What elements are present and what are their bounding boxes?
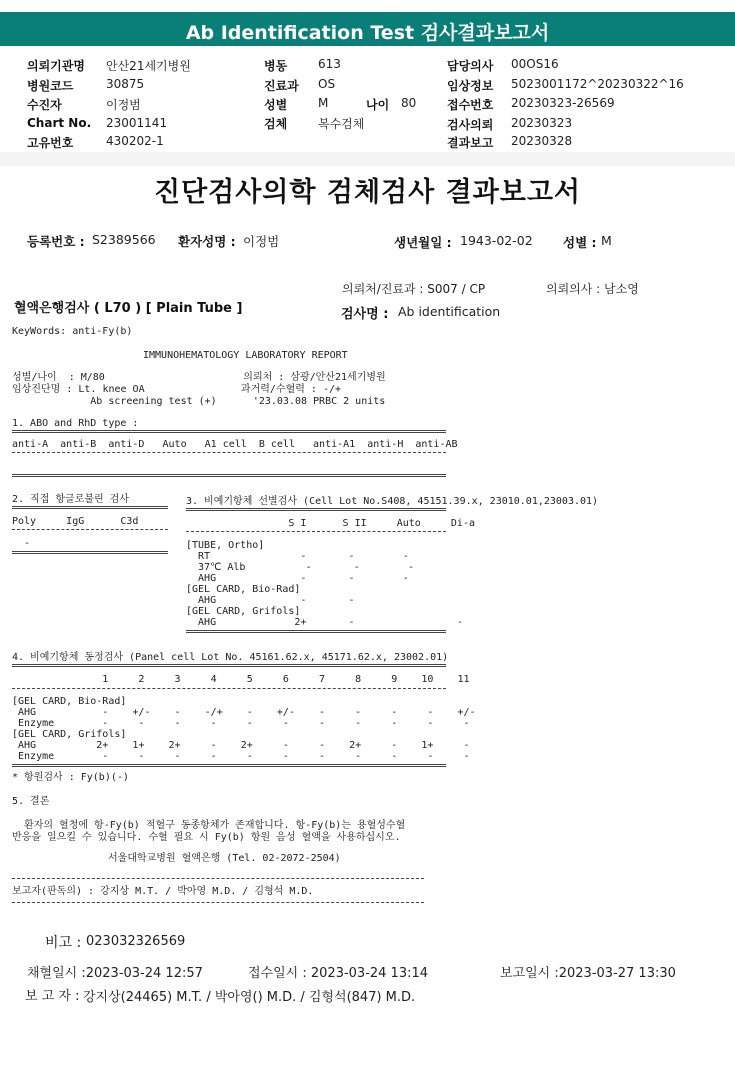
referring-doctor: 의뢰의사 : 남소영 — [546, 282, 639, 296]
hdr-label-report-date: 결과보고 — [447, 136, 494, 150]
conclusion-line-2: 반응을 일으킬 수 있습니다. 수혈 필요 시 Fy(b) 항원 음성 혈액을 사용하십시오. — [12, 832, 401, 843]
rule — [186, 531, 446, 532]
hdr-label-unique-no: 고유번호 — [27, 136, 74, 150]
hdr-label-hospital-code: 병원코드 — [27, 79, 74, 93]
reg-no-label: 등록번호 : — [27, 234, 85, 249]
rule — [186, 630, 446, 633]
screening-row: [GEL CARD, Bio-Rad] — [186, 584, 301, 595]
panel-section-title: 4. 비예기항체 동정검사 (Panel cell Lot No. 45161.62.x, 45171.62.x, 23002.01) — [12, 652, 449, 663]
hdr-value-department: OS — [318, 77, 336, 91]
rule — [12, 506, 168, 509]
hdr-value-hospital-code: 30875 — [106, 77, 145, 91]
info-line-1: 성별/나이 : M/80 의뢰처 : 삼광/안산21세기병원 — [12, 372, 386, 383]
screening-row: AHG 2+ - - — [186, 617, 463, 628]
hdr-value-institution: 안산21세기병원 — [106, 59, 191, 73]
patient-name-value: 이정범 — [243, 234, 280, 249]
hdr-value-request-date: 20230323 — [511, 116, 573, 130]
patient-name-label: 환자성명 : — [178, 234, 236, 249]
hdr-label-receipt-no: 접수번호 — [447, 98, 494, 112]
section-divider — [0, 152, 735, 166]
screening-row: AHG - - - — [186, 573, 409, 584]
hdr-label-specimen: 검체 — [264, 117, 288, 131]
hdr-value-report-date: 20230328 — [511, 134, 573, 148]
hdr-value-doctor: 00OS16 — [511, 57, 559, 71]
rule — [186, 508, 446, 511]
hdr-value-clinical-info: 5023001172^20230322^16 — [511, 77, 684, 91]
screening-row: [GEL CARD, Grifols] — [186, 606, 301, 617]
panel-row: Enzyme - - - - - - - - - - - — [12, 718, 470, 729]
hdr-label-age: 나이 — [366, 98, 390, 112]
receipt-time: 접수일시 : 2023-03-24 13:14 — [248, 966, 429, 981]
abo-section-title: 1. ABO and RhD type : — [12, 418, 139, 429]
dat-section-title: 2. 직접 항글로불린 검사 — [12, 494, 130, 505]
conclusion-title: 5. 결론 — [12, 796, 50, 807]
hdr-label-chart-no: Chart No. — [27, 116, 92, 130]
screening-row: RT - - - — [186, 551, 409, 562]
rule — [12, 688, 446, 689]
panel-row: AHG - +/- - -/+ - +/- - - - - +/- — [12, 707, 476, 718]
hdr-label-clinical-info: 임상정보 — [447, 79, 494, 93]
lab-report-title: IMMUNOHEMATOLOGY LABORATORY REPORT — [143, 350, 348, 361]
screening-row: AHG - - — [186, 595, 355, 606]
test-name-label: 검사명 : — [341, 307, 389, 322]
hdr-label-sex: 성별 — [264, 98, 288, 112]
antigen-test: * 항원검사 : Fy(b)(-) — [12, 772, 129, 783]
rule — [12, 529, 168, 530]
reg-no-value: S2389566 — [92, 232, 156, 247]
abo-header: anti-A anti-B anti-D Auto A1 cell B cell anti-A1 anti-H anti-AB — [12, 439, 458, 450]
hdr-value-ward: 613 — [318, 57, 341, 71]
test-group: 혈액은행검사 ( L70 ) [ Plain Tube ] — [14, 301, 243, 316]
banner-title: Ab Identification Test 검사결과보고서 — [185, 22, 550, 44]
panel-row: [GEL CARD, Bio-Rad] — [12, 696, 127, 707]
panel-header: 1 2 3 4 5 6 7 8 9 10 11 — [12, 674, 470, 685]
hdr-value-patient: 이정범 — [106, 98, 141, 112]
hdr-label-doctor: 담당의사 — [447, 59, 494, 73]
hdr-value-chart-no: 23001141 — [106, 116, 168, 130]
dat-header: Poly IgG C3d — [12, 516, 139, 527]
panel-row: [GEL CARD, Grifols] — [12, 729, 127, 740]
hdr-value-specimen: 복수검체 — [318, 117, 365, 131]
sex-label: 성별 : — [563, 235, 597, 250]
report-title: 진단검사의학 검체검사 결과보고서 — [153, 177, 582, 208]
screening-header: S I S II Auto Di-a — [186, 518, 475, 529]
rule — [12, 430, 446, 433]
report-time: 보고일시 :2023-03-27 13:30 — [500, 966, 676, 981]
rule — [12, 452, 446, 453]
sex-value: M — [601, 233, 612, 248]
dob-value: 1943-02-02 — [460, 233, 533, 248]
reporter-value: 강지상(24465) M.T. / 박아영() M.D. / 김형석(847) M.D. — [83, 990, 416, 1005]
hdr-value-unique-no: 430202-1 — [106, 134, 164, 148]
info-line-2: 임상진단명 : Lt. knee OA 과거력/수혈력 : -/+ — [12, 384, 342, 395]
rule — [12, 664, 446, 667]
reporters-line: 보고자(판독의) : 강지상 M.T. / 박아영 M.D. / 김형석 M.D. — [12, 886, 314, 897]
dat-value: - — [12, 538, 31, 549]
reporter-label: 보 고 자 : — [25, 989, 80, 1004]
rule — [12, 878, 424, 879]
hdr-label-department: 진료과 — [264, 79, 299, 93]
note-label: 비고 : — [45, 935, 82, 951]
rule — [12, 902, 424, 903]
screening-row: 37℃ Alb - - - — [186, 562, 414, 573]
screening-section-title: 3. 비예기항체 선별검사 (Cell Lot No.S408, 45151.39.x, 23010.01,23003.01) — [186, 496, 599, 507]
hdr-value-sex: M — [318, 96, 329, 110]
rule — [12, 764, 446, 767]
conclusion-line-1: 환자의 혈청에 항-Fy(b) 적혈구 동종항체가 존재합니다. 항-Fy(b)는 용혈성수혈 — [12, 820, 406, 831]
dob-label: 생년월일 : — [394, 235, 452, 250]
rule — [12, 474, 446, 477]
hdr-label-request-date: 검사의뢰 — [447, 118, 494, 132]
panel-row: AHG 2+ 1+ 2+ - 2+ - - 2+ - 1+ - — [12, 740, 470, 751]
info-line-3: Ab screening test (+) '23.03.08 PRBC 2 units — [12, 396, 386, 407]
keywords: KeyWords: anti-Fy(b) — [12, 326, 133, 337]
blood-bank-contact: 서울대학교병원 혈액은행 (Tel. 02-2072-2504) — [108, 853, 341, 864]
rule — [12, 551, 168, 554]
hdr-label-ward: 병동 — [264, 59, 288, 73]
collection-time: 채혈일시 :2023-03-24 12:57 — [27, 966, 203, 981]
hdr-label-institution: 의뢰기관명 — [27, 59, 85, 73]
note-value: 023032326569 — [86, 934, 186, 949]
panel-row: Enzyme - - - - - - - - - - - — [12, 751, 470, 762]
hdr-value-age: 80 — [401, 96, 417, 110]
referring-dept: 의뢰처/진료과 : S007 / CP — [342, 282, 486, 296]
hdr-value-receipt-no: 20230323-26569 — [511, 96, 615, 110]
screening-row: [TUBE, Ortho] — [186, 540, 265, 551]
test-name-value: Ab identification — [398, 304, 501, 319]
hdr-label-patient: 수진자 — [27, 98, 62, 112]
